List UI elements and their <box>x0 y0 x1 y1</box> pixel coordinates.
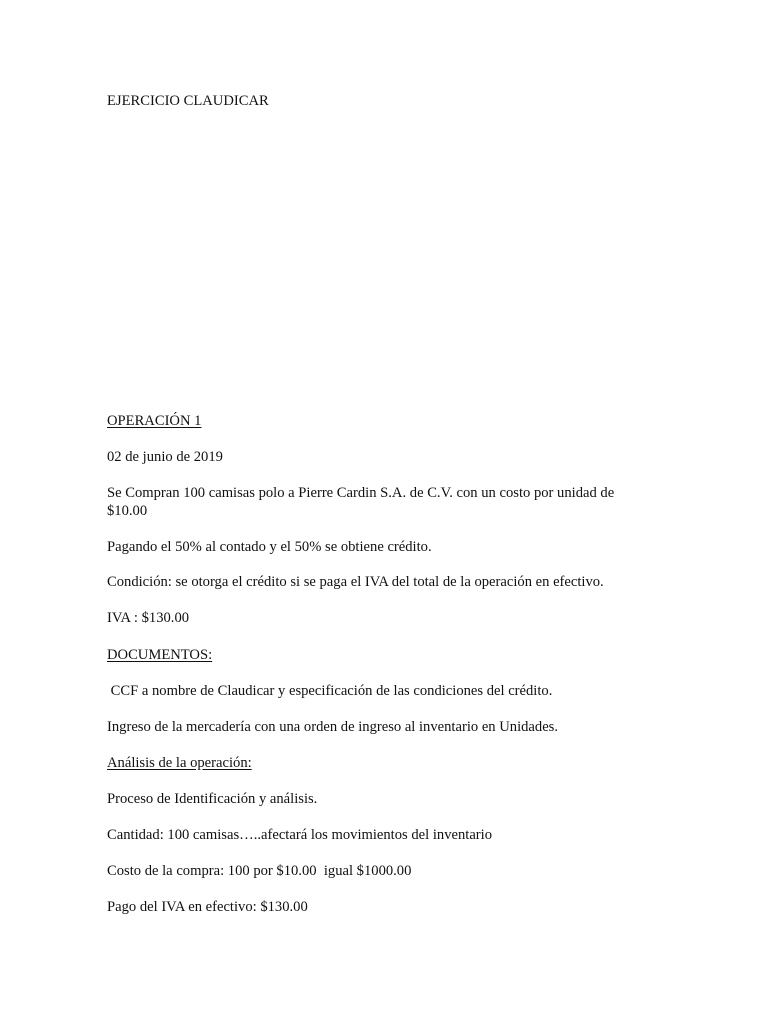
documents-heading: DOCUMENTOS: <box>107 647 213 663</box>
cost-text: Costo de la compra: 100 por $10.00 igual $1000.00 <box>107 863 412 879</box>
document-title: EJERCICIO CLAUDICAR <box>107 93 269 109</box>
purchase-description-line1: Se Compran 100 camisas polo a Pierre Cardin S.A. de C.V. con un costo por unidad de <box>107 485 615 501</box>
iva-amount: IVA : $130.00 <box>107 610 190 626</box>
analysis-heading: Análisis de la operación: <box>107 755 252 771</box>
payment-terms: Pagando el 50% al contado y el 50% se obtiene crédito. <box>107 539 432 555</box>
document-ccf: CCF a nombre de Claudicar y especificación de las condiciones del crédito. <box>107 683 553 699</box>
quantity-text: Cantidad: 100 camisas…..afectará los movimientos del inventario <box>107 827 493 843</box>
operation-date: 02 de junio de 2019 <box>107 449 223 465</box>
document-ingreso: Ingreso de la mercadería con una orden de ingreso al inventario en Unidades. <box>107 719 559 735</box>
process-text: Proceso de Identificación y análisis. <box>107 791 318 807</box>
credit-condition: Condición: se otorga el crédito si se paga el IVA del total de la operación en efectivo. <box>107 574 604 590</box>
purchase-description-line2: $10.00 <box>107 503 148 519</box>
operation-heading: OPERACIÓN 1 <box>107 413 202 429</box>
iva-payment-text: Pago del IVA en efectivo: $130.00 <box>107 899 308 915</box>
